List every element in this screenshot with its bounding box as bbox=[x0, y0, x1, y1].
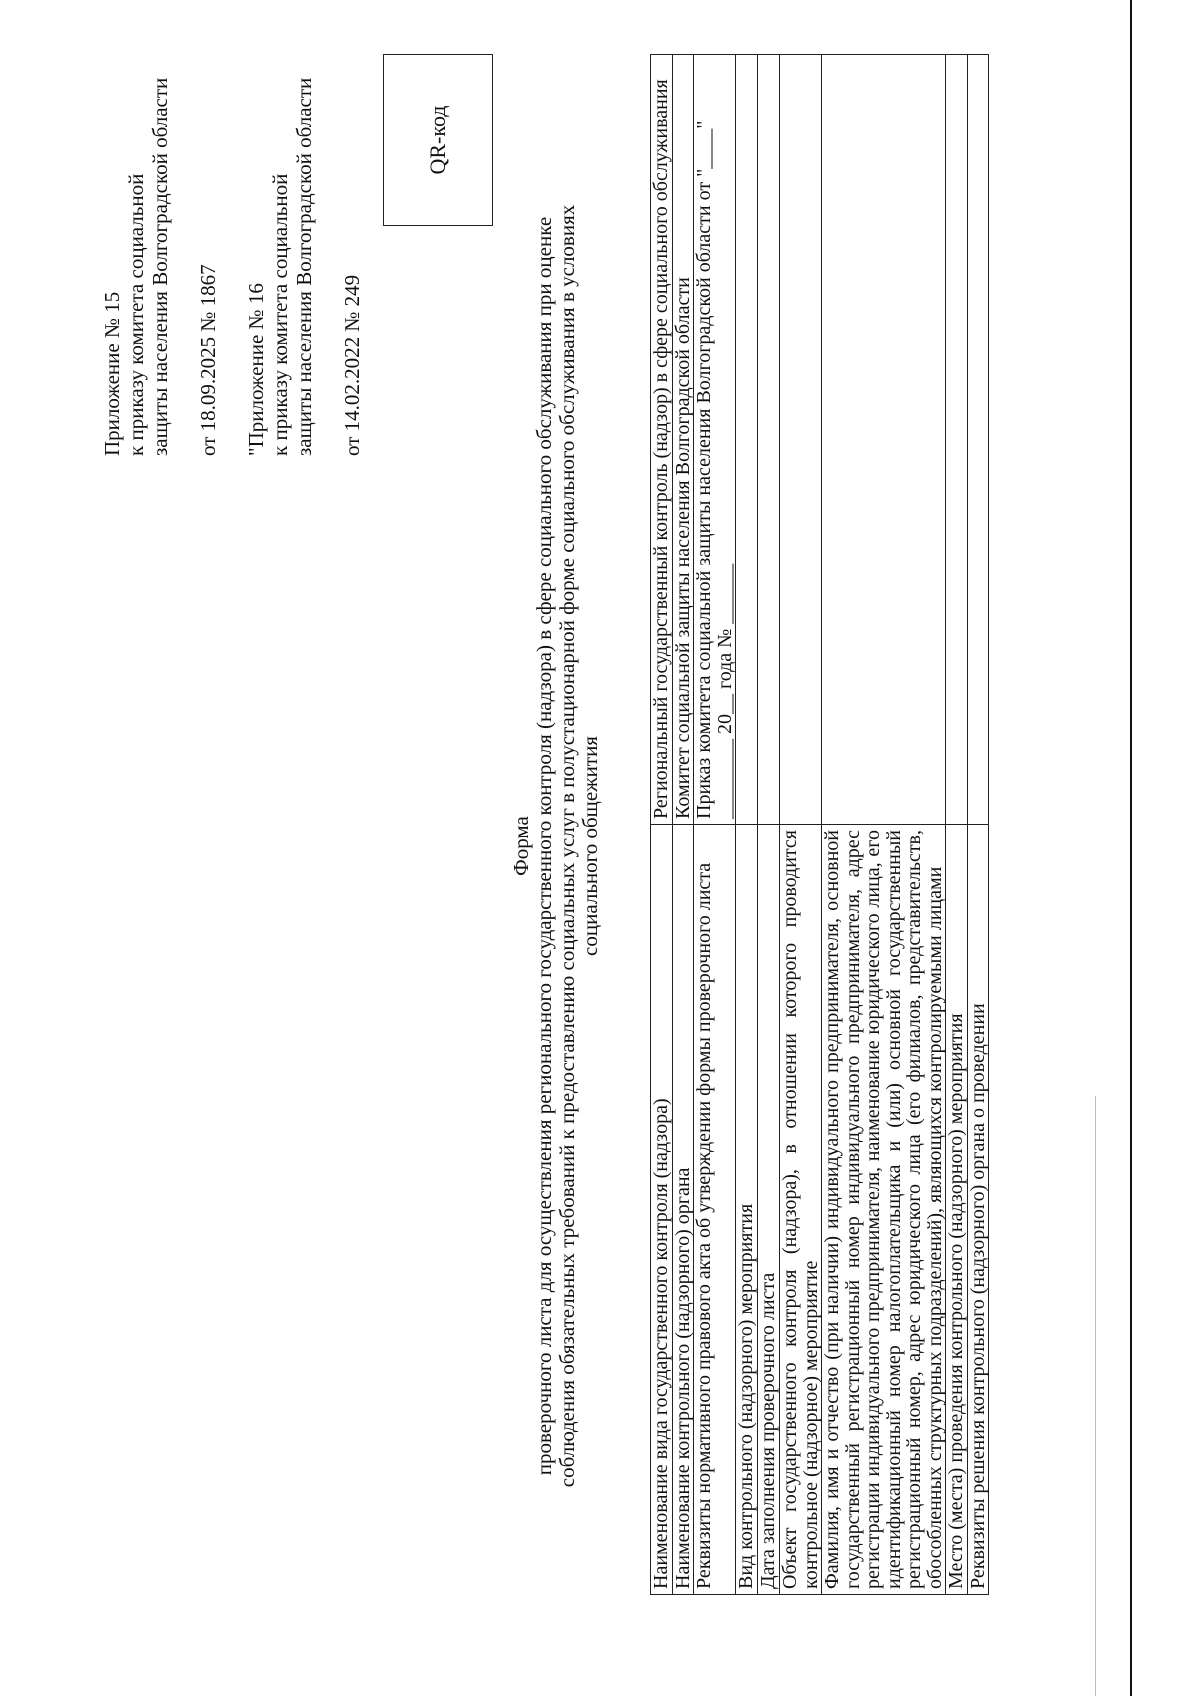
table-cell-label: Наименование вида государственного контроля (надзора) bbox=[651, 825, 673, 1595]
table-cell-label: Вид контрольного (надзорного) мероприятия bbox=[736, 825, 758, 1595]
form-title-line3: соблюдения обязательных требований к предоставлению социальных услуг в полустационарной форме социального обслуживания в условиях bbox=[555, 204, 579, 1488]
table-row bbox=[758, 55, 780, 1595]
appendix-16-line1: "Приложение № 16 bbox=[244, 283, 268, 456]
qr-code-box bbox=[383, 54, 493, 226]
table-cell-value[interactable] bbox=[946, 55, 968, 825]
form-title-line1: Форма bbox=[509, 816, 533, 876]
form-title bbox=[510, 96, 602, 1596]
appendix-16-date: от 14.02.2022 № 249 bbox=[340, 274, 364, 456]
scan-edge-line bbox=[1130, 0, 1132, 1696]
table-cell-value[interactable] bbox=[736, 55, 758, 825]
table-cell-label: Реквизиты нормативного правового акта об утверждении формы проверочного листа bbox=[694, 825, 736, 1595]
appendix-15-line2: к приказу комитета социальной bbox=[124, 173, 148, 456]
table-cell-label: Реквизиты решения контрольного (надзорного) органа о проведении bbox=[967, 825, 989, 1595]
appendix-15-line1: Приложение № 15 bbox=[100, 291, 124, 456]
qr-code-label: QR-код bbox=[425, 105, 450, 175]
table-cell-label: Дата заполнения проверочного листа bbox=[758, 825, 780, 1595]
table-cell-label: Фамилия, имя и отчество (при наличии) индивидуального предпринимателя, основной государственный регистрационный номер индивидуального предпринимателя, адрес регистрации индивидуального предпринимателя, наименование юридического лица, его идентификационный номер налогоплательщика и (или) основной государственный регистрационный номер, адрес юридического лица (его филиалов, представительств, обособленных структурных подразделений), являющихся контролируемыми лицами bbox=[822, 825, 946, 1595]
table-cell-value: Региональный государственный контроль (надзор) в сфере социального обслуживания bbox=[651, 55, 673, 825]
appendix-16-line2: к приказу комитета социальной bbox=[268, 173, 292, 456]
table-row bbox=[822, 55, 946, 1595]
table-row bbox=[736, 55, 758, 1595]
table-cell-label: Объект государственного контроля (надзора), в отношении которого проводится контрольное (надзорное) мероприятие bbox=[780, 825, 822, 1595]
inspection-table bbox=[650, 54, 989, 1595]
form-title-line2: проверочного листа для осуществления регионального государственного контроля (надзора) в сфере социального обслуживания при оценке bbox=[532, 216, 556, 1476]
table-row bbox=[672, 55, 694, 1595]
table-cell-value: Комитет социальной защиты населения Волгоградской области bbox=[672, 55, 694, 825]
table-cell-label: Место (места) проведения контрольного (надзорного) мероприятия bbox=[946, 825, 968, 1595]
table-row bbox=[780, 55, 822, 1595]
table-cell-label: Наименование контрольного (надзорного) органа bbox=[672, 825, 694, 1595]
table-row bbox=[651, 55, 673, 1595]
scan-edge-line-faint bbox=[1095, 1096, 1096, 1696]
appendix-15-date: от 18.09.2025 № 1867 bbox=[196, 264, 220, 456]
table-cell-value[interactable] bbox=[780, 55, 822, 825]
table-row bbox=[967, 55, 989, 1595]
appendix-16-line3: защиты населения Волгоградской области bbox=[292, 77, 316, 456]
appendix-header bbox=[100, 16, 364, 456]
table-cell-value[interactable] bbox=[822, 55, 946, 825]
form-title-line4: социального общежития bbox=[578, 736, 602, 956]
appendix-15-line3: защиты населения Волгоградской области bbox=[148, 77, 172, 456]
table-cell-value[interactable] bbox=[967, 55, 989, 825]
table-cell-value: Приказ комитета социальной защиты населения Волгоградской области от "____" ________ 20__ года № ______ bbox=[694, 55, 736, 825]
table-row bbox=[946, 55, 968, 1595]
table-cell-value[interactable] bbox=[758, 55, 780, 825]
table-row bbox=[694, 55, 736, 1595]
